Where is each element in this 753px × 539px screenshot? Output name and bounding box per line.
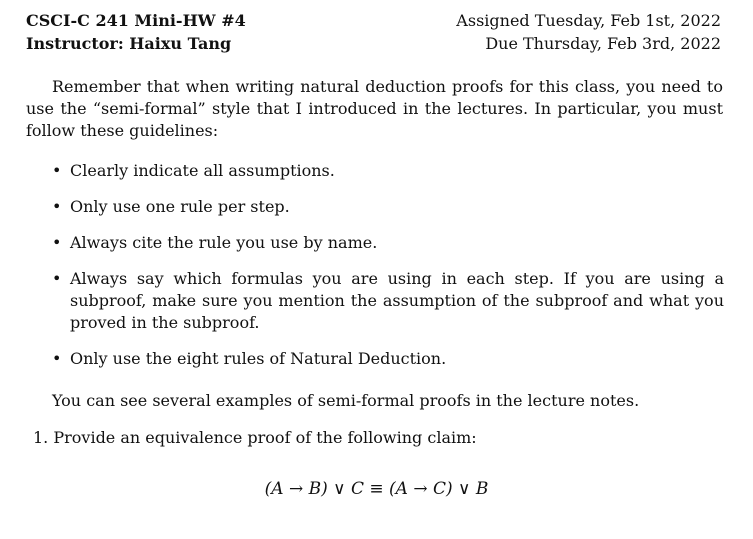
bullet-icon: •	[52, 233, 62, 252]
intro-paragraph: Remember that when writing natural deduction proofs for this class, you need to use the “semi-formal” style that I introduced in the lectures. In particular, you must follow these guidelines:	[26, 77, 723, 140]
guideline-item	[52, 196, 724, 218]
guideline-text: Only use the eight rules of Natural Deduction.	[70, 349, 447, 368]
header-left	[26, 9, 246, 55]
problem-1	[33, 427, 477, 449]
bullet-icon: •	[52, 197, 62, 216]
guideline-text: Always cite the rule you use by name.	[70, 233, 378, 252]
bullet-icon: •	[52, 269, 62, 288]
guideline-text: Only use one rule per step.	[70, 197, 290, 216]
bullet-icon: •	[52, 161, 62, 180]
due-date: Due Thursday, Feb 3rd, 2022	[485, 34, 721, 53]
problem-number: 1.	[33, 428, 49, 447]
guideline-item	[52, 348, 724, 370]
assigned-date: Assigned Tuesday, Feb 1st, 2022	[456, 11, 721, 30]
course-title: CSCI-C 241 Mini-HW #4	[26, 11, 246, 30]
claim-formula: (A → B) ∨ C ≡ (A → C) ∨ B	[264, 479, 489, 499]
guideline-item	[52, 268, 724, 334]
bullet-icon: •	[52, 349, 62, 368]
instructor-name: Instructor: Haixu Tang	[26, 34, 232, 53]
examples-note: You can see several examples of semi-formal proofs in the lecture notes.	[52, 391, 640, 410]
guidelines-list	[52, 160, 724, 384]
guideline-item	[52, 160, 724, 182]
guideline-item	[52, 232, 724, 254]
header-right	[456, 9, 721, 55]
guideline-text: Always say which formulas you are using in each step. If you are using a subproof, make sure you mention the assumption of the subproof and what you proved in the subproof.	[70, 269, 724, 332]
problem-text: Provide an equivalence proof of the following claim:	[53, 428, 477, 447]
guideline-text: Clearly indicate all assumptions.	[70, 161, 335, 180]
